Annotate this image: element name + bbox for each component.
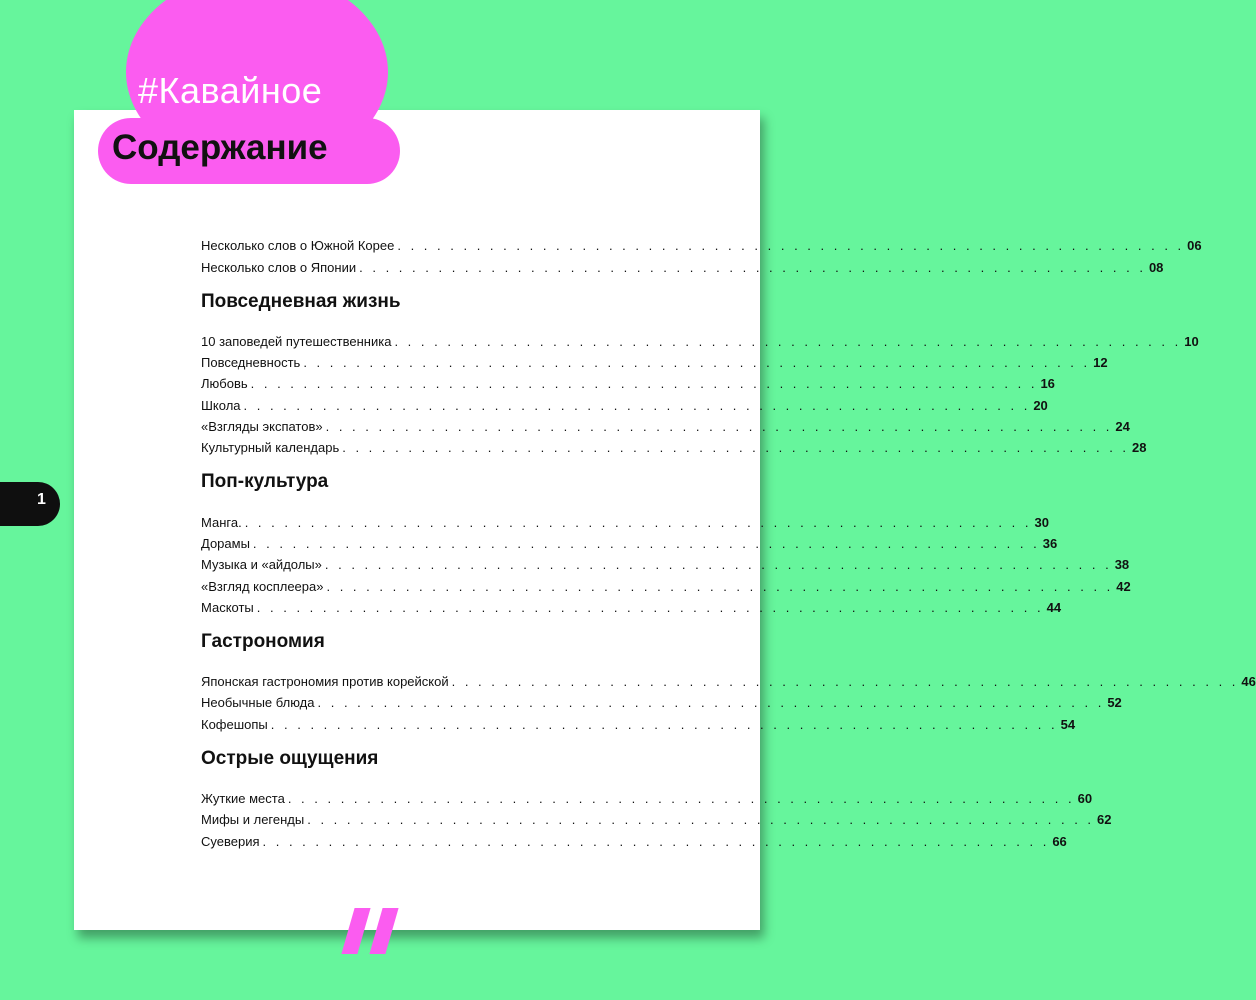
dot-leader: . . . . . . . . . . . . . . . . . . . . . . . . . . . . . . . . . . . . . . . . . . . . . . . . . . . . . . . . . . . . (394, 333, 1182, 349)
toc-entry-text: Кофешопы (201, 716, 268, 732)
toc-entry-text: Несколько слов о Южной Корее (201, 238, 395, 254)
dot-leader: . . . . . . . . . . . . . . . . . . . . . . . . . . . . . . . . . . . . . . . . . . . . . . . . . . . . . . . . . . . . (325, 419, 1113, 435)
toc-entry[interactable] (201, 413, 1130, 435)
toc-entry-text: Дорамы (201, 535, 250, 551)
toc-entry[interactable] (201, 370, 1055, 392)
toc-entry-text: Мифы и легенды (201, 812, 305, 828)
toc-entry-page: 24 (1115, 419, 1130, 435)
toc-entry-text: Культурный календарь (201, 440, 340, 456)
toc-entry-page: 06 (1187, 238, 1202, 254)
dot-leader: . . . . . . . . . . . . . . . . . . . . . . . . . . . . . . . . . . . . . . . . . . . . . . . . . . . . . . . . . . . . (250, 376, 1038, 392)
toc-entry-text: Любовь (201, 376, 248, 392)
dot-leader: . . . . . . . . . . . . . . . . . . . . . . . . . . . . . . . . . . . . . . . . . . . . . . . . . . . . . . . . . . . . (287, 791, 1075, 807)
toc-entry[interactable] (201, 349, 1108, 371)
toc-entry[interactable] (201, 572, 1131, 594)
toc-entry[interactable] (201, 827, 1067, 849)
dot-leader: . . . . . . . . . . . . . . . . . . . . . . . . . . . . . . . . . . . . . . . . . . . . . . . . . . . . . . . . . . . . (317, 695, 1105, 711)
toc-entry-text: «Взгляды экспатов» (201, 419, 323, 435)
toc-entry-text: Школа (201, 397, 241, 413)
toc-entry-page: 08 (1148, 259, 1164, 275)
toc-entry-page: 12 (1093, 355, 1108, 371)
section-heading: Повседневная жизнь (201, 290, 401, 312)
toc-entry[interactable] (201, 232, 1202, 254)
dot-leader: . . . . . . . . . . . . . . . . . . . . . . . . . . . . . . . . . . . . . . . . . . . . . . . . . . . . . . . . . . . . (397, 238, 1185, 254)
dot-leader: . . . . . . . . . . . . . . . . . . . . . . . . . . . . . . . . . . . . . . . . . . . . . . . . . . . . . . . . . . . . (243, 397, 1031, 413)
toc-entry-page: 36 (1042, 535, 1058, 551)
toc-entry-page: 20 (1033, 397, 1048, 413)
toc-entry-text: Жуткие места (201, 791, 285, 807)
toc-entry[interactable] (201, 710, 1076, 732)
toc-entry-text: Японская гастрономия против корейской (201, 674, 449, 690)
toc-entry-page: 54 (1060, 716, 1076, 732)
toc-entry[interactable] (201, 328, 1199, 349)
toc-entry[interactable] (201, 551, 1130, 573)
dot-leader: . . . . . . . . . . . . . . . . . . . . . . . . . . . . . . . . . . . . . . . . . . . . . . . . . . . . . . . . . . . . (324, 557, 1112, 573)
section-heading: Острые ощущения (201, 747, 379, 769)
page-number: 1 (37, 491, 46, 508)
toc-entry-text: «Взгляд косплеера» (201, 578, 324, 594)
toc-entry-text: Несколько слов о Японии (201, 259, 357, 275)
toc-section-pop-culture (201, 471, 1131, 615)
toc-intro-group (201, 232, 1202, 275)
section-heading: Гастрономия (201, 630, 325, 652)
toc-entry[interactable] (201, 434, 1147, 456)
dot-leader: . . . . . . . . . . . . . . . . . . . . . . . . . . . . . . . . . . . . . . . . . . . . . . . . . . . . . . . . . . . . (451, 674, 1239, 690)
toc-entry[interactable] (201, 594, 1062, 615)
toc-section-daily-life (201, 290, 1199, 456)
table-of-contents (201, 232, 1256, 849)
toc-entry-page: 28 (1132, 440, 1147, 456)
dot-leader: . . . . . . . . . . . . . . . . . . . . . . . . . . . . . . . . . . . . . . . . . . . . . . . . . . . . . . . . . . . . (262, 833, 1050, 849)
toc-entry-text: Суеверия (201, 833, 260, 849)
toc-entry[interactable] (201, 689, 1122, 711)
toc-entry-text: 10 заповедей путешественника (201, 333, 392, 349)
toc-entry[interactable] (201, 668, 1256, 690)
toc-entry-page: 62 (1097, 812, 1112, 828)
page-number-tab (0, 482, 60, 526)
toc-entry[interactable] (201, 508, 1049, 530)
toc-entry-text: Маскоты (201, 599, 254, 615)
toc-entry-page: 60 (1077, 791, 1093, 807)
dot-leader: . . . . . . . . . . . . . . . . . . . . . . . . . . . . . . . . . . . . . . . . . . . . . . . . . . . . . . . . . . . . (270, 716, 1058, 732)
toc-entry[interactable] (201, 806, 1112, 828)
toc-entry[interactable] (201, 785, 1093, 807)
toc-entry[interactable] (201, 391, 1048, 413)
section-heading: Поп-культура (201, 471, 329, 493)
toc-entry-page: 52 (1107, 695, 1122, 711)
toc-entry-page: 38 (1114, 557, 1130, 573)
toc-entry-page: 42 (1116, 578, 1131, 594)
toc-entry-page: 30 (1034, 514, 1049, 530)
dot-leader: . . . . . . . . . . . . . . . . . . . . . . . . . . . . . . . . . . . . . . . . . . . . . . . . . . . . . . . . . . . . (326, 578, 1114, 594)
dot-leader: . . . . . . . . . . . . . . . . . . . . . . . . . . . . . . . . . . . . . . . . . . . . . . . . . . . . . . . . . . . . (256, 599, 1044, 615)
toc-section-thrills (201, 747, 1112, 849)
dot-leader: . . . . . . . . . . . . . . . . . . . . . . . . . . . . . . . . . . . . . . . . . . . . . . . . . . . . . . . . . . . . (303, 355, 1091, 371)
toc-entry-page: 10 (1184, 333, 1199, 349)
toc-entry-page: 46 (1241, 674, 1256, 690)
toc-entry-page: 16 (1040, 376, 1055, 392)
page-title: Содержание (112, 128, 328, 167)
dot-leader: . . . . . . . . . . . . . . . . . . . . . . . . . . . . . . . . . . . . . . . . . . . . . . . . . . . . . . . . . . . . (307, 812, 1095, 828)
dot-leader: . . . . . . . . . . . . . . . . . . . . . . . . . . . . . . . . . . . . . . . . . . . . . . . . . . . . . . . . . . . . (244, 514, 1032, 530)
header-hashtag: #Кавайное (138, 70, 323, 111)
toc-entry-text: Музыка и «айдолы» (201, 557, 322, 573)
dot-leader: . . . . . . . . . . . . . . . . . . . . . . . . . . . . . . . . . . . . . . . . . . . . . . . . . . . . . . . . . . . . (342, 440, 1130, 456)
toc-entry-page: 44 (1046, 599, 1062, 615)
toc-section-gastronomy (201, 630, 1256, 732)
toc-entry-text: Необычные блюда (201, 695, 315, 711)
toc-entry-page: 66 (1052, 833, 1067, 849)
toc-entry[interactable] (201, 530, 1058, 551)
toc-entry-text: Повседневность (201, 355, 301, 371)
toc-entry-text: Манга. (201, 514, 242, 530)
dot-leader: . . . . . . . . . . . . . . . . . . . . . . . . . . . . . . . . . . . . . . . . . . . . . . . . . . . . . . . . . . . . (359, 259, 1146, 275)
dot-leader: . . . . . . . . . . . . . . . . . . . . . . . . . . . . . . . . . . . . . . . . . . . . . . . . . . . . . . . . . . . . (252, 535, 1040, 551)
toc-entry[interactable] (201, 253, 1164, 275)
